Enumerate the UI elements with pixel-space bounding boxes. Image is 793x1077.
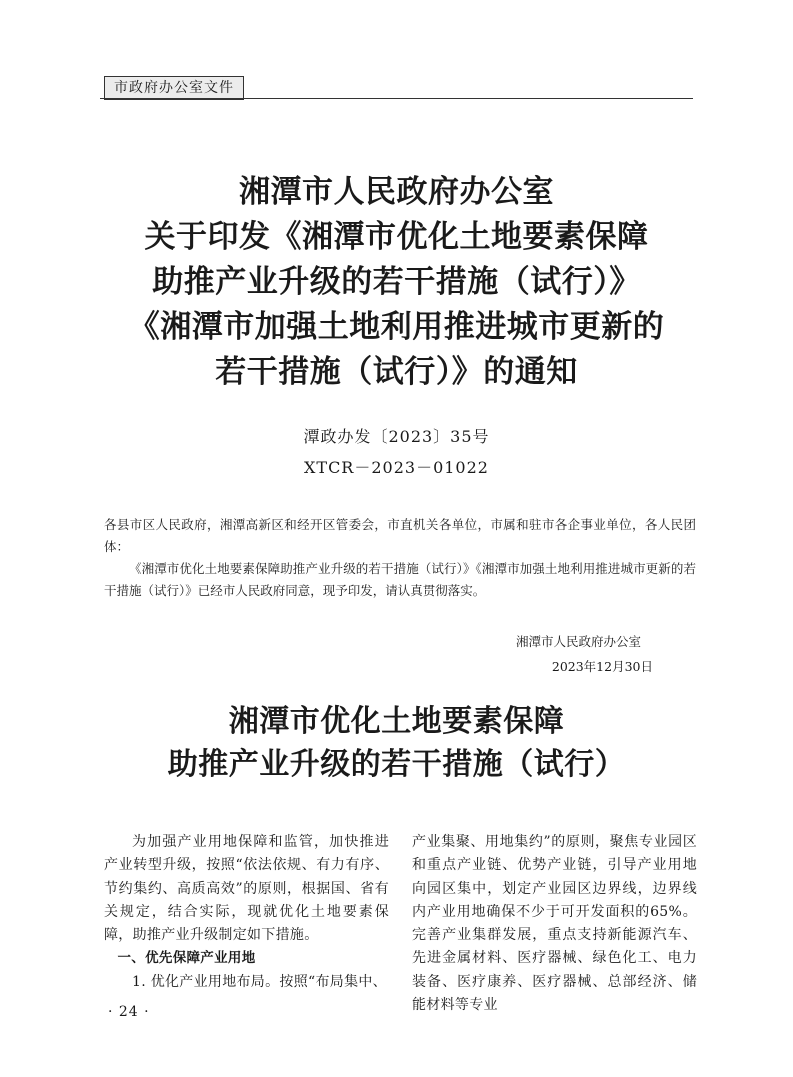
- document-category-label: 市政府办公室文件: [104, 76, 244, 100]
- header-rule: [100, 98, 693, 99]
- notice-text: 《湘潭市优化土地要素保障助推产业升级的若干措施（试行）》《湘潭市加强土地利用推进城市更新的若干措施（试行）》已经市人民政府同意，现予印发，请认真贯彻落实。: [104, 561, 696, 598]
- issue-date: 2023年12月30日: [551, 659, 653, 674]
- notice-title-line: 若干措施（试行）》的通知: [215, 354, 578, 390]
- measure-item: 1. 优化产业用地布局。按照“布局集中、: [132, 973, 387, 990]
- measure-item-continued: 产业集聚、用地集约”的原则，聚焦专业园区和重点产业链、优势产业链，引导产业用地向园区集中，划定产业园区边界线，边界线内产业用地确保不少于可开发面积的65%。完善产业集群发展，重点支持新能源汽车、先进金属材料、医疗器械、绿色化工、电力装备、医疗康养、医疗器械、总部经济、储能材料等专业: [412, 834, 697, 1014]
- issuing-organization: 湘潭市人民政府办公室: [515, 634, 641, 649]
- notice-title-line: 关于印发《湘潭市优化土地要素保障: [144, 219, 649, 255]
- document-code: XTCR－2023－01022: [304, 458, 489, 477]
- notice-body: [104, 514, 696, 602]
- notice-recipients: 各县市区人民政府，湘潭高新区和经开区管委会，市直机关各单位，市属和驻市各企事业单位，各人民团体：: [104, 517, 696, 554]
- intro-paragraph: 为加强产业用地保障和监管，加快推进产业转型升级，按照“依法依规、有力有序、节约集约、高质高效”的原则，根据国、省有关规定，结合实际，现就优化土地要素保障，助推产业升级制定如下措施。: [104, 834, 389, 944]
- signature-block: [515, 629, 653, 679]
- section-heading: 一、优先保障产业用地: [117, 950, 256, 967]
- measures-title: [60, 700, 733, 786]
- body-column-right: [412, 831, 697, 1017]
- notice-title-line: 《湘潭市加强土地利用推进城市更新的: [128, 309, 665, 345]
- notice-title: [60, 170, 733, 395]
- document-number: 潭政办发〔2023〕35号: [303, 427, 490, 446]
- measures-title-line: 助推产业升级的若干措施（试行）: [167, 747, 626, 782]
- body-column-left: [104, 831, 389, 994]
- measures-title-line: 湘潭市优化土地要素保障: [228, 704, 565, 739]
- notice-title-line: 助推产业升级的若干措施（试行）》: [152, 264, 641, 300]
- notice-title-line: 湘潭市人民政府办公室: [239, 174, 554, 210]
- page-number: · 24 ·: [108, 1004, 150, 1020]
